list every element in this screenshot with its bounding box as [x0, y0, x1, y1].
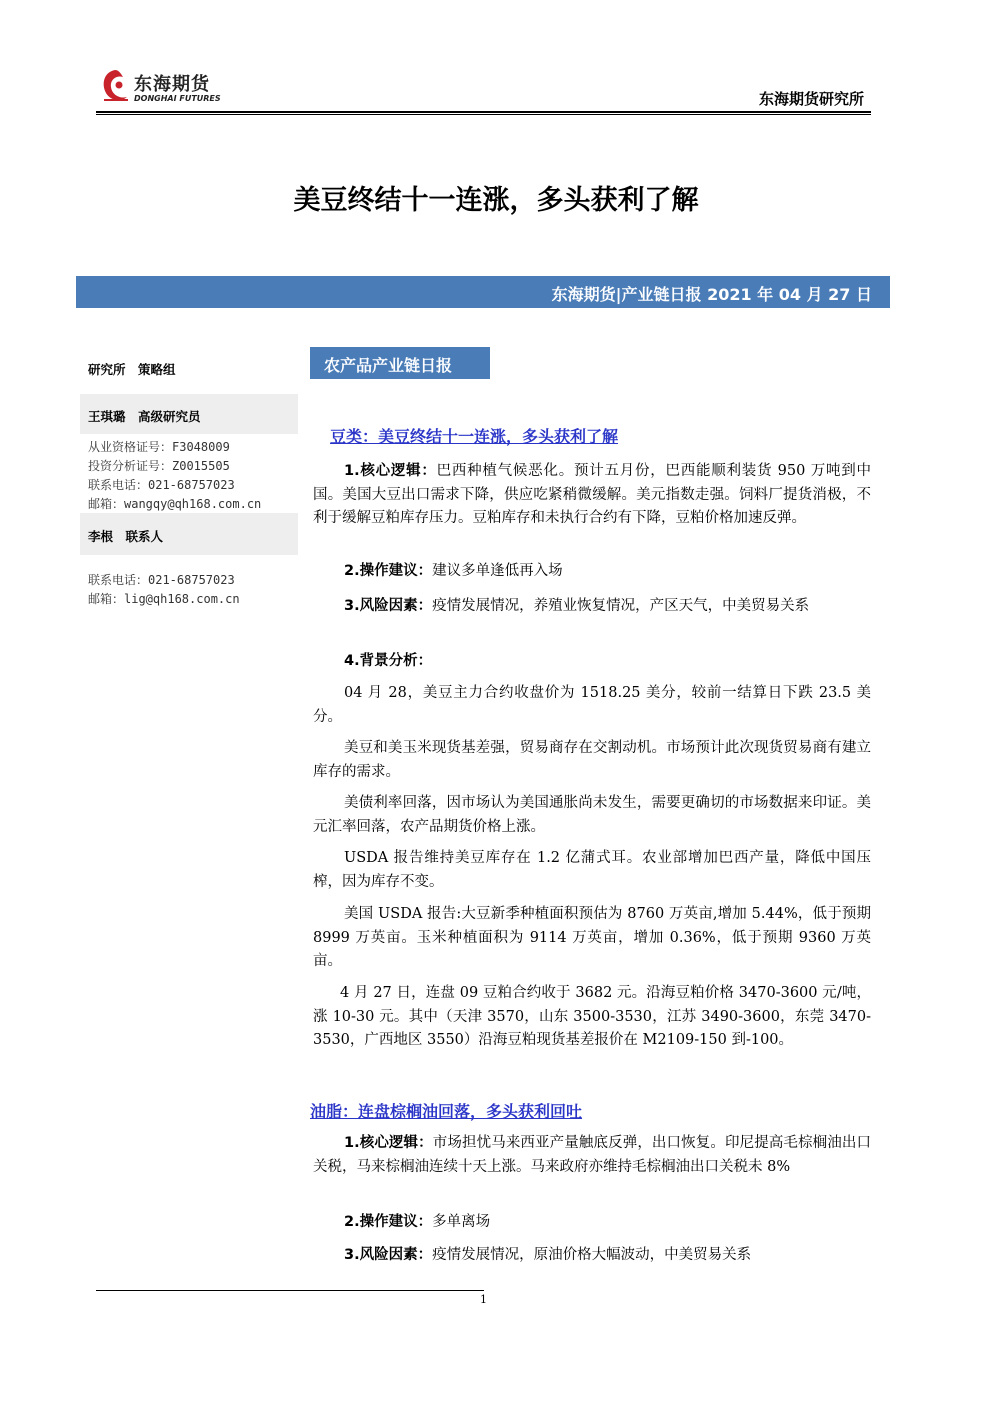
analyst1-email[interactable]: 邮箱：wangqy@qh168.com.cn [88, 497, 262, 511]
soy-core-label: 1.核心逻辑： [344, 463, 437, 479]
soy-core-text: 巴西种植气候恶化。预计五月份，巴西能顺利装货 950 万吨到中国。美国大豆出口需求下降，供应吃紧稍微缓解。美元指数走强。饲料厂提货消极，不利于缓解豆粕库存压力。豆粕库存和未执行合约有下降，豆粕价格加速反弹。 [313, 463, 871, 526]
oil-core-label: 1.核心逻辑： [344, 1135, 433, 1151]
soy-bg-para-6: 4 月 27 日，连盘 09 豆粕合约收于 3682 元。沿海豆粕价格 3470-3600 元/吨，涨 10-30 元。其中（天津 3570，山东 3500-3530，江苏 3490-3600，东莞 3470-3530，广西地区 3550）沿海豆粕现货基差报价在 M2109-150 到-100。 [313, 985, 871, 1048]
soy-bg-para-3: 美债利率回落，因市场认为美国通胀尚未发生，需要更确切的市场数据来印证。美元汇率回落，农产品期货价格上涨。 [313, 795, 871, 835]
report-banner [76, 276, 890, 308]
soy-section-title[interactable]: 豆类：美豆终结十一连涨，多头获利了解 [330, 427, 619, 446]
oil-core-text: 市场担忧马来西亚产量触底反弹，出口恢复。印尼提高毛棕榈油出口关税，马来棕榈油连续十天上涨。马来政府亦维持毛棕榈油出口关税未 8% [313, 1135, 871, 1175]
section-tag-label: 农产品产业链日报 [324, 356, 453, 375]
oil-op-text: 多单离场 [432, 1214, 491, 1230]
banner-text: 东海期货|产业链日报 2021 年 04 月 27 日 [551, 285, 872, 304]
oil-op-label: 2.操作建议： [344, 1214, 433, 1230]
soy-core-logic [313, 460, 871, 531]
soy-op-text: 建议多单逢低再入场 [432, 563, 563, 579]
soy-operation [313, 560, 871, 584]
soy-risk-text: 疫情发展情况，养殖业恢复情况，产区天气，中美贸易关系 [432, 598, 810, 614]
oil-core-logic [313, 1132, 871, 1179]
soy-bg-para-4: USDA 报告维持美豆库存在 1.2 亿蒲式耳。农业部增加巴西产量，降低中国压榨，因为库存不变。 [313, 850, 871, 890]
oil-operation [313, 1211, 871, 1235]
analyst1-cert2: 投资分析证号：Z0015505 [88, 459, 230, 473]
oil-risk-label: 3.风险因素： [344, 1247, 433, 1263]
soy-bg-para-2: 美豆和美玉米现货基差强，贸易商存在交割动机。市场预计此次现货贸易商有建立库存的需求。 [313, 740, 871, 780]
logo-english-name: DONGHAI FUTURES [134, 94, 221, 103]
analyst1-name: 王琪璐 高级研究员 [88, 409, 201, 424]
oil-risk [313, 1244, 871, 1268]
footer-rule [96, 1290, 484, 1291]
dragon-logo-icon [98, 66, 132, 106]
page-number: 1 [480, 1293, 487, 1306]
soy-bg-para-1: 04 月 28，美豆主力合约收盘价为 1518.25 美分，较前一结算日下跌 23.5 美分。 [313, 685, 871, 725]
soy-bg-label: 4.背景分析： [344, 653, 433, 669]
institute-name: 东海期货研究所 [758, 90, 864, 108]
report-title: 美豆终结十一连涨，多头获利了解 [293, 185, 699, 216]
soy-risk [313, 595, 871, 619]
oil-section-title[interactable]: 油脂：连盘棕榈油回落，多头获利回吐 [310, 1102, 583, 1121]
analyst2-name: 李根 联系人 [88, 529, 164, 544]
sidebar-dept: 研究所 策略组 [88, 362, 176, 377]
analyst1-cert1: 从业资格证号：F3048009 [88, 440, 230, 454]
header-rule-thin [96, 114, 871, 115]
soy-bg-para-5: 美国 USDA 报告:大豆新季种植面积预估为 8760 万英亩,增加 5.44%，低于预期 8999 万英亩。玉米种植面积为 9114 万英亩，增加 0.36%，低于预期 9360 万英亩。 [313, 906, 871, 969]
oil-risk-text: 疫情发展情况，原油价格大幅波动，中美贸易关系 [432, 1247, 752, 1263]
soy-op-label: 2.操作建议： [344, 563, 433, 579]
analyst2-email[interactable]: 邮箱：lig@qh168.com.cn [88, 592, 240, 606]
soy-background-heading [313, 650, 871, 674]
company-logo [98, 66, 238, 110]
analyst2-phone: 联系电话：021-68757023 [88, 573, 235, 587]
section-tag [310, 347, 490, 379]
logo-chinese-name: 东海期货 [134, 74, 210, 95]
header-rule [96, 111, 871, 113]
soy-risk-label: 3.风险因素： [344, 598, 433, 614]
analyst1-phone: 联系电话：021-68757023 [88, 478, 235, 492]
